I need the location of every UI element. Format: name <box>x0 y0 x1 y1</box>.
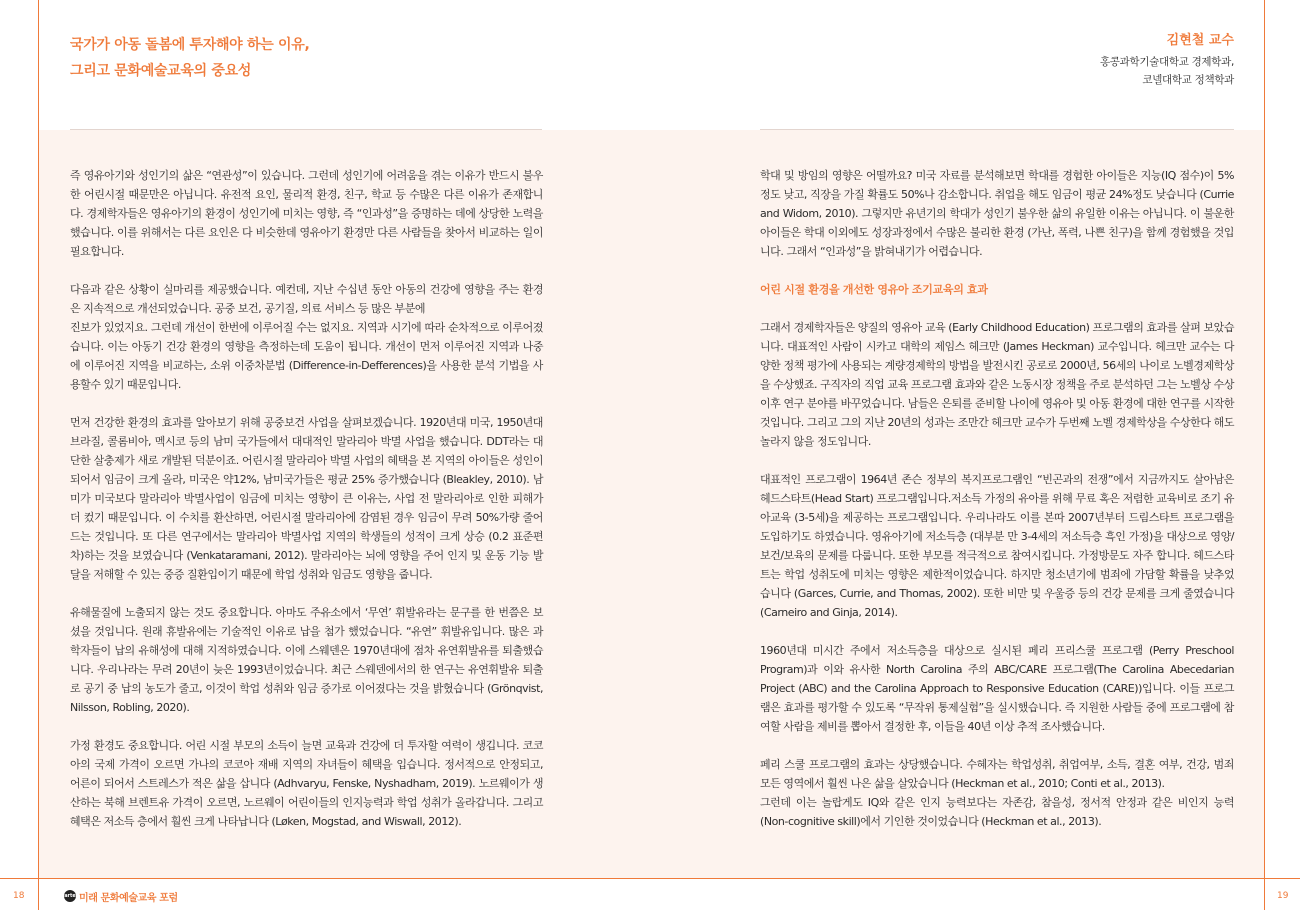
body-paragraph: 진보가 있었지요. 그런데 개선이 한번에 이루어질 수는 없지요. 지역과 시기에 따라 순차적으로 이루어졌습니다. 이는 아동기 건강 환경의 영향을 측정하는데 도움이 됩니다. 개선이 먼저 이루어진 지역과 나중에 이루어진 지역을 비교하는, 소위 이중차분법 (Difference-in-Defferences)을 사용한 분석 기법을 사용할수 있기 때문입니다. <box>70 321 543 391</box>
body-paragraph: 학대 및 방임의 영향은 어떨까요? 미국 자료를 분석해보면 학대를 경험한 아이들은 지능(IQ 점수)이 5%정도 낮고, 직장을 가질 확률도 50%나 감소합니다. 취업을 해도 임금이 평균 24%정도 낮습니다 (Currie and Widom, 2010). 그렇지만 유년기의 학대가 성인기 불우한 삶의 유일한 이유는 아닙니다. 이 불운한 아이들은 학대 이외에도 성장과정에서 수많은 불리한 환경 (가난, 폭력, 나쁜 친구)을 함께 경험했을 것입니다. 그래서 “인과성”을 밝혀내기가 어렵습니다. <box>760 169 1234 258</box>
body-paragraph: 그래서 경제학자들은 양질의 영유아 교육 (Early Childhood Education) 프로그램의 효과를 살펴 보았습니다. 대표적인 사람이 시카고 대학의 제임스 헤크만 (James Heckman) 교수입니다. 헤크만 교수는 다양한 정책 평가에 사용되는 계량경제학의 방법을 발전시킨 공로로 2000년, 56세의 나이로 노벨경제학상을 수상했죠. 구직자의 직업 교육 프로그램 효과와 같은 노동시장 정책을 주로 분석하던 그는 노벨상 수상 이후 연구 분야를 바꾸었습니다. 남들은 은퇴를 준비할 나이에 영유아 및 아동 환경에 대한 연구를 시작한 것입니다. 그리고 그의 지난 20년의 성과는 조만간 헤크만 교수가 두번째 노벨 경제학상을 수상한다 해도 놀라지 않을 정도입니다. <box>760 321 1234 448</box>
body-paragraph: 1960년대 미시간 주에서 저소득층을 대상으로 실시된 페리 프리스쿨 프로그램 (Perry Preschool Program)과 이와 유사한 North Carolina 주의 ABC/CARE 프로그램(The Carolina Abecedarian Project (ABC) and the Carolina Approach to Responsive Education (CARE))입니다. 이들 프로그램은 효과를 평가할 수 있도록 “무작위 통제실험”을 실시했습니다. 즉 지원한 사람들 중에 프로그램에 참여할 사람을 제비를 뽑아서 결정한 후, 이들을 40년 이상 추적 조사했습니다. <box>760 644 1234 733</box>
body-paragraph: 페리 스쿨 프로그램의 효과는 상당했습니다. 수혜자는 학업성취, 취업여부, 소득, 결혼 여부, 건강, 범죄 모든 영역에서 훨씬 나은 삶을 살았습니다 (Heckman et al., 2010; Conti et al., 2013). <box>760 758 1234 790</box>
body-paragraph: 대표적인 프로그램이 1964년 존슨 정부의 복지프로그램인 “빈곤과의 전쟁”에서 지금까지도 살아남은 헤드스타트(Head Start) 프로그램입니다.저소득 가정의 유아를 위해 무료 혹은 저렴한 교육비로 조기 유아교육 (3-5세)을 제공하는 프로그램입니다. 우리나라도 이를 본따 2007년부터 드림스타트 프로그램을 도입하기도 하였습니다. 영유아기에 저소득층 (대부분 만 3-4세의 저소득층 흑인 가정)을 대상으로 영양/보건/보육의 문제를 다룹니다. 또한 부모를 적극적으로 참여시킵니다. 가정방문도 자주 합니다. 헤드스타트는 학업 성취도에 미치는 영향은 제한적이었습니다. 하지만 청소년기에 범죄에 가담할 확률을 낮추었습니다 (Garces, Currie, and Thomas, 2002). 또한 비만 및 우울증 등의 건강 문제를 크게 줄였습니다 (Carneiro and Ginja, 2014). <box>760 473 1234 619</box>
right-column-rule <box>760 129 1234 130</box>
title-line-2: 그리고 문화예술교육의 중요성 <box>70 63 252 79</box>
left-text-column <box>70 166 543 831</box>
page-number-left: 18 <box>13 891 25 901</box>
right-text-column <box>760 166 1234 831</box>
footer-divider <box>0 878 1300 879</box>
footer-brand-text: 미래 문화예술교육 포럼 <box>79 892 178 904</box>
body-paragraph: 유해물질에 노출되지 않는 것도 중요합니다. 아마도 주유소에서 ‘무연’ 휘발유라는 문구를 한 번쯤은 보셨을 것입니다. 원래 휴발유에는 기술적인 이유로 납을 첨가 했었습니다. “유연” 휘발유입니다. 많은 과학자들이 납의 유해성에 대해 지적하였습니다. 이에 스웨덴은 1970년대에 점차 유연휘발유를 퇴출했습니다. 우리나라는 무려 20년이 늦은 1993년이었습니다. 최근 스웨덴에서의 한 연구는 유연휘발유 퇴출로 공기 중 납의 농도가 줄고, 이것이 학업 성취와 임금 증가로 이어졌다는 것을 밝혔습니다 (Grönqvist, Nilsson, Robling, 2020). <box>70 606 543 714</box>
body-paragraph: 가정 환경도 중요합니다. 어린 시절 부모의 소득이 늘면 교육과 건강에 더 투자할 여력이 생깁니다. 코코아의 국제 가격이 오르면 가나의 코코아 재배 지역의 자녀들이 혜택을 입습니다. 정서적으로 안정되고, 어른이 되어서 스트레스가 적은 삶을 삽니다 (Adhvaryu, Fenske, Nyshadham, 2019). 노르웨이가 생산하는 북해 브렌트유 가격이 오르면, 노르웨이 어린이들의 인지능력과 학업 성취가 올라갑니다. 그리고 혜택은 저소득 층에서 훨씬 크게 나타납니다 (Løken, Mogstad, and Wiswall, 2012). <box>70 739 543 828</box>
body-paragraph: 먼저 건강한 환경의 효과를 알아보기 위해 공중보건 사업을 살펴보겠습니다. 1920년대 미국, 1950년대 브라질, 콜롬비아, 멕시코 등의 남미 국가들에서 대대적인 말라리아 박멸 사업을 했습니다. DDT라는 대단한 살충제가 새로 개발된 덕분이죠. 어린시절 말라리아 박멸 사업의 혜택을 본 지역의 아이들은 성인이 되어서 임금이 크게 올라, 미국은 약12%, 남미국가들은 평균 25% 증가했습니다 (Bleakley, 2010). 남미가 미국보다 말라리아 박멸사업이 임금에 미치는 영향이 큰 이유는, 사업 전 말라리아로 인한 피해가 더 컸기 때문입니다. 이 수치를 환산하면, 어린시절 말라리아에 감염된 경우 임금이 무려 50%가량 줄어드는 것입니다. 또 다른 연구에서는 말라리아 박멸사업 지역의 학생들의 성적이 크게 상승 (0.2 표준편차)하는 것을 보였습니다 (Venkataramani, 2012). 말라리아는 뇌에 영향을 주어 인지 및 운동 기능 발달을 저해할 수 있는 중증 질환입이기 때문에 학업 성취와 임금도 영향을 줍니다. <box>70 416 543 581</box>
author-name: 김현철 교수 <box>1166 33 1234 48</box>
author-affiliation-1: 홍콩과학기술대학교 경제학과, <box>1099 56 1234 68</box>
right-margin-line <box>1264 0 1265 910</box>
author-affiliation-2: 코넬대학교 정책학과 <box>1142 74 1234 86</box>
page-number-right: 19 <box>1277 891 1289 901</box>
footer-brand <box>64 888 178 904</box>
author-block <box>834 32 1234 89</box>
left-column-rule <box>70 129 542 130</box>
body-paragraph: 다음과 같은 상황이 실마리를 제공했습니다. 예컨데, 지난 수십년 동안 아동의 건강에 영향을 주는 환경은 지속적으로 개선되었습니다. 공중 보건, 공기질, 의료 서비스 등 많은 부분에 <box>70 283 543 315</box>
left-margin-line <box>38 0 39 910</box>
brand-logo-icon: arte <box>64 890 76 902</box>
body-paragraph: 즉 영유아기와 성인기의 삶은 “연관성”이 있습니다. 그런데 성인기에 어려움을 겪는 이유가 반드시 불우한 어린시절 때문만은 아닙니다. 유전적 요인, 물리적 환경, 친구, 학교 등 수많은 다른 이유가 존재합니다. 경제학자들은 영유아기의 환경이 성인기에 미치는 영향, 즉 “인과성”을 증명하는 데에 상당한 노력을 했습니다. 이를 위해서는 다른 요인은 다 비슷한데 영유아기 환경만 다른 사람들을 찾아서 비교하는 일이 필요합니다. <box>70 169 543 258</box>
title-line-1: 국가가 아동 돌봄에 투자해야 하는 이유, <box>70 37 310 53</box>
section-heading: 어린 시절 환경을 개선한 영유아 조기교육의 효과 <box>760 283 988 296</box>
article-title <box>70 32 530 84</box>
body-paragraph: 그런데 이는 놀랍게도 IQ와 같은 인지 능력보다는 자존감, 참을성, 정서적 안정과 같은 비인지 능력 (Non-cognitive skill)에서 기인한 것이었습니다 (Heckman et al., 2013). <box>760 796 1234 828</box>
